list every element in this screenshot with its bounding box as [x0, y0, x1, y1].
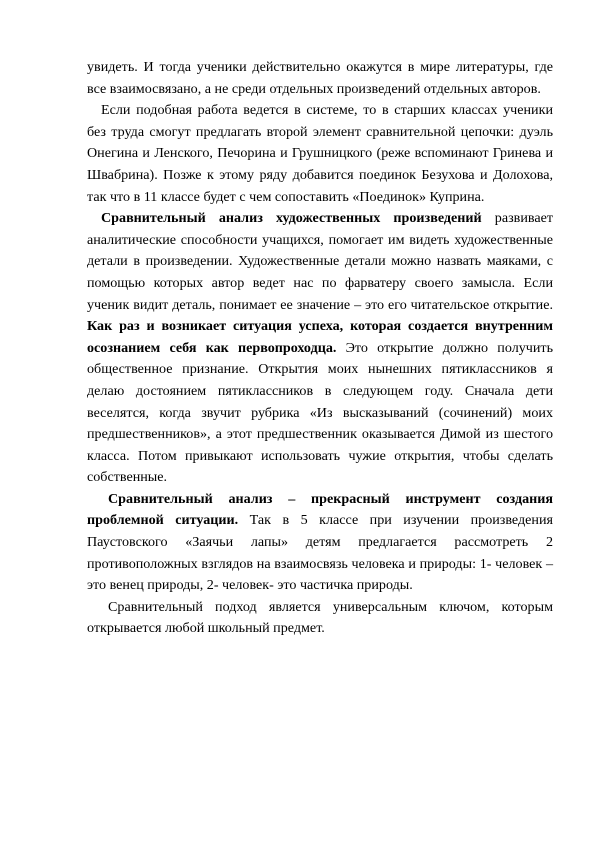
- paragraph-3-text-b: Это открытие должно получить общественное признание. Открытия моих нынешних пятиклассников я делаю достоянием пятиклассников в следующем году. Сначала дети веселятся, когда звучит рубрика «Из высказываний (сочинений) моих предшественников», а этот предшественник оказывается Димой из шестого класса. Потом привыкают использовать чужие открытия, чтобы сделать собственные.: [87, 339, 553, 486]
- paragraph-4: [87, 489, 553, 597]
- paragraph-5-text: Сравнительный подход является универсальным ключом, которым открывается любой школьный предмет.: [87, 598, 553, 637]
- paragraph-1-text: увидеть. И тогда ученики действительно окажутся в мире литературы, где все взаимосвязано, а не среди отдельных произведений отдельных авторов.: [87, 59, 553, 97]
- paragraph-3-text-a: развивает аналитические способности учащихся, помогает им видеть художественные детали в произведении. Художественные детали можно назвать маяками, с помощью которых автор ведет нас по фарватеру своего замысла. Если ученик видит деталь, понимает ее значение – это его читательское открытие.: [87, 210, 553, 313]
- paragraph-1: [87, 57, 553, 100]
- body-text: [87, 57, 553, 640]
- paragraph-4-bold-lead: Сравнительный анализ – прекрасный инструмент создания проблемной ситуации.: [87, 490, 553, 529]
- paragraph-5: [87, 597, 553, 640]
- paragraph-2: [87, 100, 553, 208]
- paragraph-3-bold-lead: Сравнительный анализ художественных произведений: [101, 210, 482, 227]
- paragraph-3-bold-emphasis: Как раз и возникает ситуация успеха, которая создается внутренним осознанием себя как первопроходца.: [87, 318, 553, 356]
- paragraph-4-text: Так в 5 классе при изучении произведения Паустовского «Заячьи лапы» детям предлагается рассмотреть 2 противоположных взглядов на взаимосвязь человека и природы: 1- человек – это венец природы, 2- человек- это частичка природы.: [87, 512, 553, 594]
- paragraph-3: [87, 208, 553, 489]
- paragraph-2-text: Если подобная работа ведется в системе, то в старших классах ученики без труда смогут предлагать второй элемент сравнительной цепочки: дуэль Онегина и Ленского, Печорина и Грушницкого (реже вспоминают Гринева и Швабрина). Позже к этому ряду добавится поединок Безухова и Долохова, так что в 11 классе будет с чем сопоставить «Поединок» Куприна.: [87, 102, 553, 205]
